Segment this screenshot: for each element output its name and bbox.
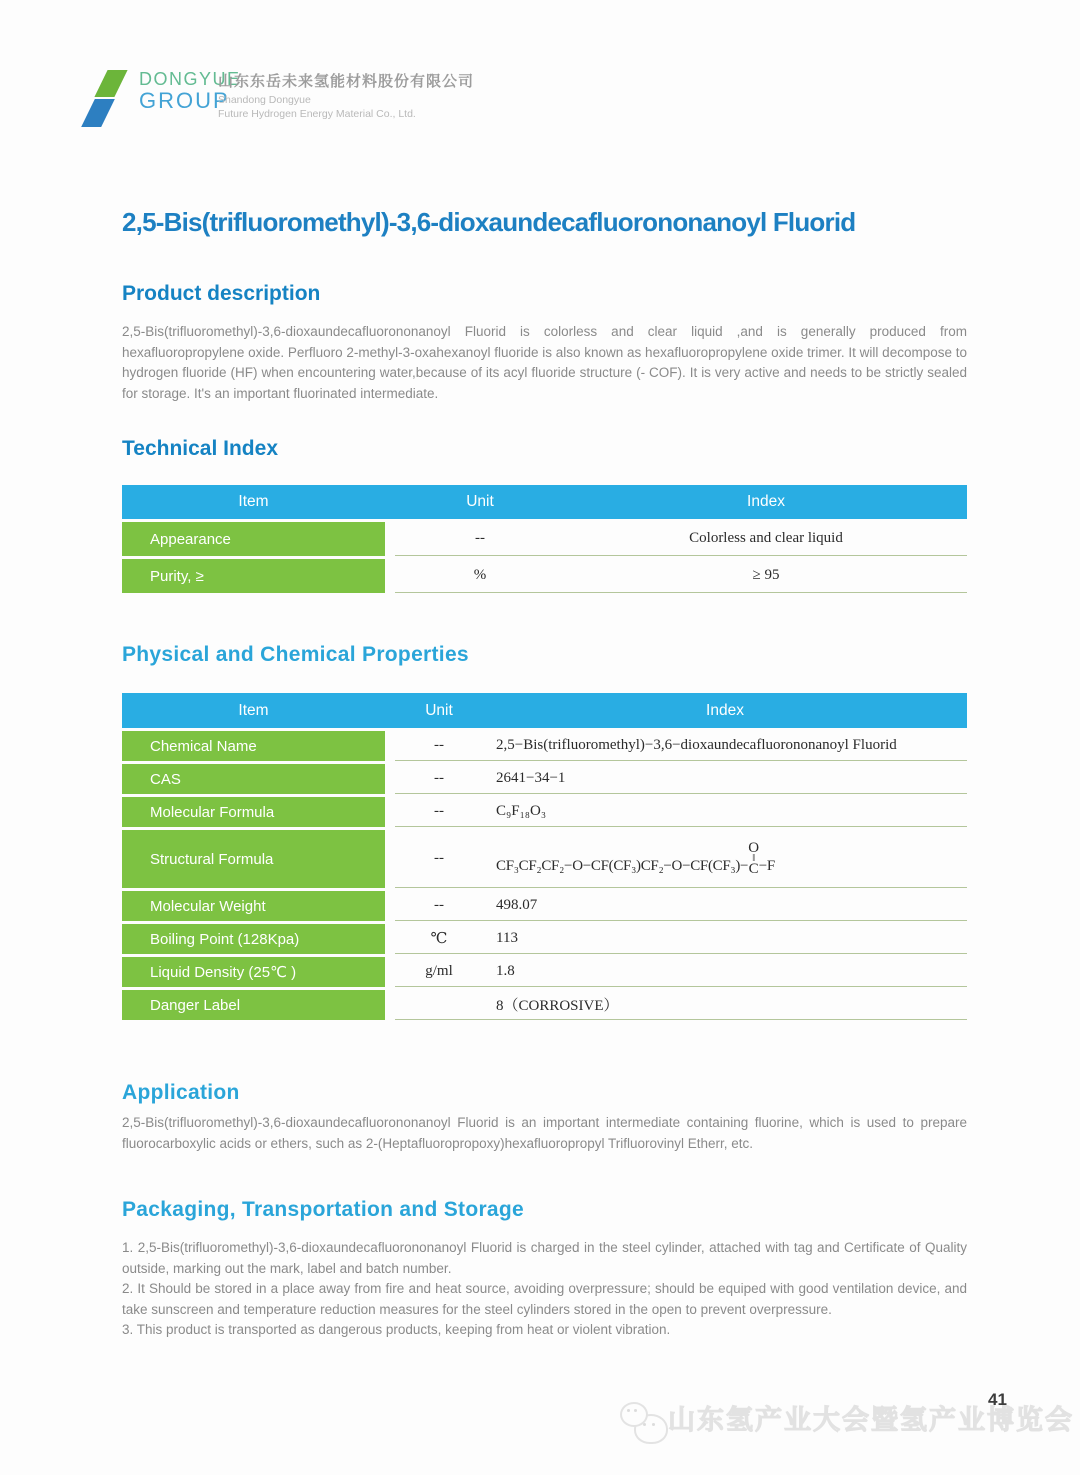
col-header-item: Item (238, 701, 269, 719)
table-header-row (122, 485, 967, 519)
section-heading-physical-chemical: Physical and Chemical Properties (122, 643, 469, 666)
packaging-item-3: 3. This product is transported as dangerous products, keeping from heat or violent vibration. (122, 1322, 671, 1338)
section-heading-technical-index: Technical Index (122, 437, 278, 460)
page-title: 2,5-Bis(trifluoromethyl)-3,6-dioxaundecafluorononanoyl Fluorid (122, 207, 856, 237)
structural-formula: CF₃CF₂CF₂−O−CF(CF₃)CF₂−O−CF(CF₃)− O ‖ C −F (496, 840, 775, 877)
packaging-item-1: 1. 2,5-Bis(trifluoromethyl)-3,6-dioxaundecafluorononanoyl Fluorid is charged in the steel cylinder, attached with tag and Certificate of Quality outside, marking out the mark, label and batch number. (122, 1240, 967, 1276)
dongyue-logo-icon (83, 68, 133, 130)
section-heading-packaging: Packaging, Transportation and Storage (122, 1198, 525, 1221)
brand-line1: DONGYUE (139, 69, 241, 89)
table-row-structural-formula: Structural Formula -- CF₃CF₂CF₂−O−CF(CF₃)CF₂−O−CF(CF₃)− O ‖ C −F (122, 830, 967, 888)
watermark-text: 山东氢产业大会暨氢产业博览会 (668, 1405, 1074, 1435)
company-name-block (218, 70, 538, 121)
table-row: Boiling Point (128Kpa) ℃ 113 (122, 924, 967, 954)
packaging-text (122, 1238, 967, 1341)
wechat-icon (620, 1402, 668, 1448)
col-header-index: Index (747, 493, 785, 510)
table-row: Danger Label 8（CORROSIVE） (122, 990, 967, 1020)
product-description-text: 2,5-Bis(trifluoromethyl)-3,6-dioxaundecafluorononanoyl Fluorid is colorless and clear liquid ,and is generally produced from hexafluoropropylene oxide. Perfluoro 2-methyl-3-oxahexanoyl fluoride is also known as hexafluoropropylene oxide trimer. It will decompose to hydrogen fluoride (HF) when encountering water,because of its acyl fluoride structure (- COF). It is very active and needs to be strictly sealed for storage. It's an important fluorinated intermediate. (122, 324, 967, 401)
section-heading-product-description: Product description (122, 282, 321, 305)
table-row: Liquid Density (25℃ ) g/ml 1.8 (122, 957, 967, 987)
table-row: Molecular Weight -- 498.07 (122, 891, 967, 921)
technical-index-table (122, 485, 967, 596)
packaging-item-2: 2. It Should be stored in a place away from fire and heat source, avoiding overpressure; should be equiped with good ventilation device, and take sunscreen and temperature reduction measures for the steel cylinders stored in the open to prevent overpressure. (122, 1281, 967, 1317)
col-header-item: Item (238, 493, 269, 510)
table-row: Chemical Name -- 2,5−Bis(trifluoromethyl)−3,6−dioxaundecafluorononanoyl Fluorid (122, 731, 967, 761)
table-row: Purity, ≥ % ≥ 95 (122, 559, 967, 593)
table-header-row (122, 693, 967, 728)
application-text: 2,5-Bis(trifluoromethyl)-3,6-dioxaundecafluorononanoyl Fluorid is an important intermediate containing fluorine, which is used to prepare fluorocarboxylic acids or ethers, such as 2-(Heptafluoropropoxy)hexafluoropropyl Trifluorovinyl Etherr, etc. (122, 1115, 967, 1151)
table-row: Appearance -- Colorless and clear liquid (122, 522, 967, 556)
page-number: 41 (988, 1390, 1007, 1409)
col-header-unit: Unit (425, 701, 453, 719)
brand-line2: GROUP (139, 87, 230, 113)
table-row: Molecular Formula -- C₉F₁₈O₃ (122, 797, 967, 827)
col-header-index: Index (706, 701, 744, 719)
physical-chemical-table (122, 693, 967, 1023)
company-name-cn: 山东东岳未来氢能材料股份有限公司 (218, 73, 475, 90)
section-heading-application: Application (122, 1081, 240, 1104)
col-header-unit: Unit (466, 493, 494, 510)
table-row: CAS -- 2641−34−1 (122, 764, 967, 794)
company-name-en: Shandong Dongyue Future Hydrogen Energy Material Co., Ltd. (218, 94, 416, 120)
